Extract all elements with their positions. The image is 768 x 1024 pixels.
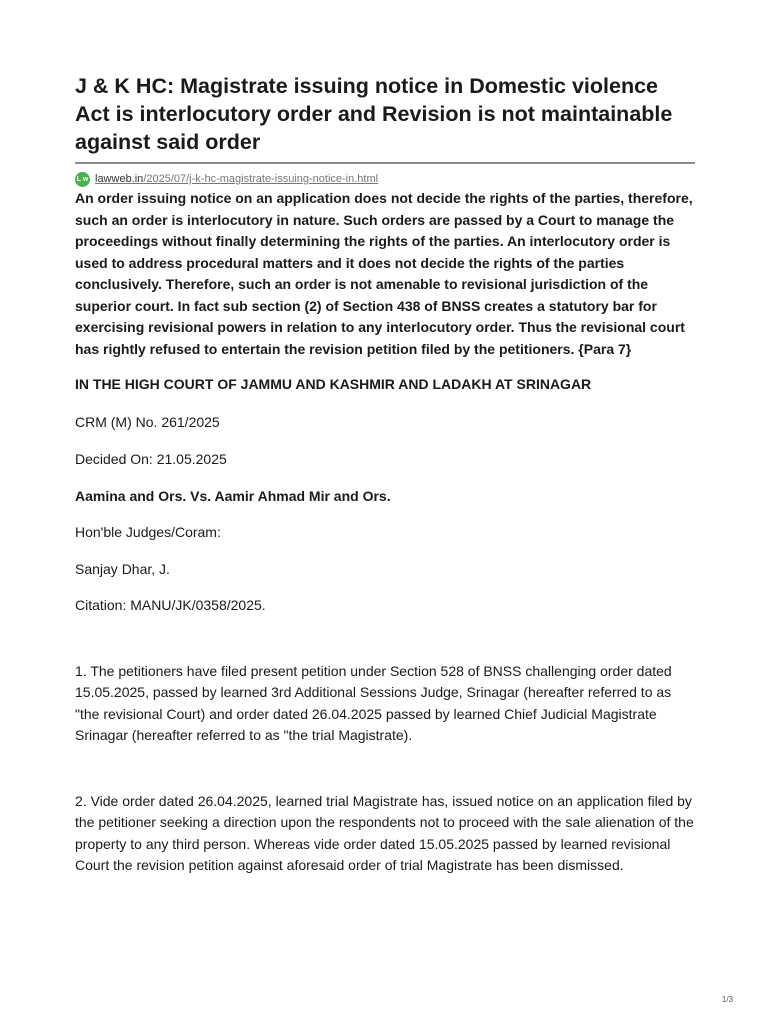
court-name: IN THE HIGH COURT OF JAMMU AND KASHMIR AND LADAKH AT SRINAGAR [75, 376, 592, 392]
site-favicon-icon: L w [75, 172, 90, 187]
title-divider [75, 162, 695, 164]
page-number: 1/3 [721, 995, 733, 1004]
headnote-summary: An order issuing notice on an application does not decide the rights of the parties, therefore, such an order is interlocutory in nature. Such orders are passed by a Court to manage the proceedings without finally determining the rights of the parties. An interlocutory order is used to address procedural matters and it does not decide the rights of the parties conclusively. Therefore, such an order is not amenable to revisional jurisdiction of the superior court. In fact sub section (2) of Section 438 of BNSS creates a statutory bar for exercising revisional powers in relation to any interlocutory order. Thus the revisional court has rightly refused to entertain the revision petition filed by the petitioners. {Para 7} [75, 190, 693, 357]
source-domain: lawweb.in [95, 173, 144, 185]
article [75, 72, 695, 877]
case-parties: Aamina and Ors. Vs. Aamir Ahmad Mir and Ors. [75, 487, 391, 504]
judgment-paragraph-1: 1. The petitioners have filed present petition under Section 528 of BNSS challenging order dated 15.05.2025, passed by learned 3rd Additional Sessions Judge, Srinagar (hereafter referred to as "the revisional Court) and order dated 26.04.2025 passed by learned Chief Judicial Magistrate Srinagar (hereafter referred to as "the trial Magistrate). [75, 662, 672, 743]
judges-label: Hon'ble Judges/Coram: [75, 524, 221, 540]
case-number: CRM (M) No. 261/2025 [75, 413, 220, 430]
judgment-paragraph-2: 2. Vide order dated 26.04.2025, learned trial Magistrate has, issued notice on an application filed by the petitioner seeking a direction upon the respondents not to proceed with the sale alienation of the property to any third person. Whereas vide order dated 15.05.2025 passed by learned revisional Court the revision petition against aforesaid order of trial Magistrate has been dismissed. [75, 792, 694, 873]
article-title: J & K HC: Magistrate issuing notice in Domestic violence Act is interlocutory order and Revision is not maintainable against said order [75, 74, 673, 154]
judge-name: Sanjay Dhar, J. [75, 560, 170, 577]
decision-date: Decided On: 21.05.2025 [75, 451, 227, 467]
source-url-link[interactable] [95, 173, 378, 185]
source-link-row [75, 170, 695, 188]
source-path: /2025/07/j-k-hc-magistrate-issuing-notice-in.html [143, 173, 379, 185]
case-citation: Citation: MANU/JK/0358/2025. [75, 597, 266, 613]
